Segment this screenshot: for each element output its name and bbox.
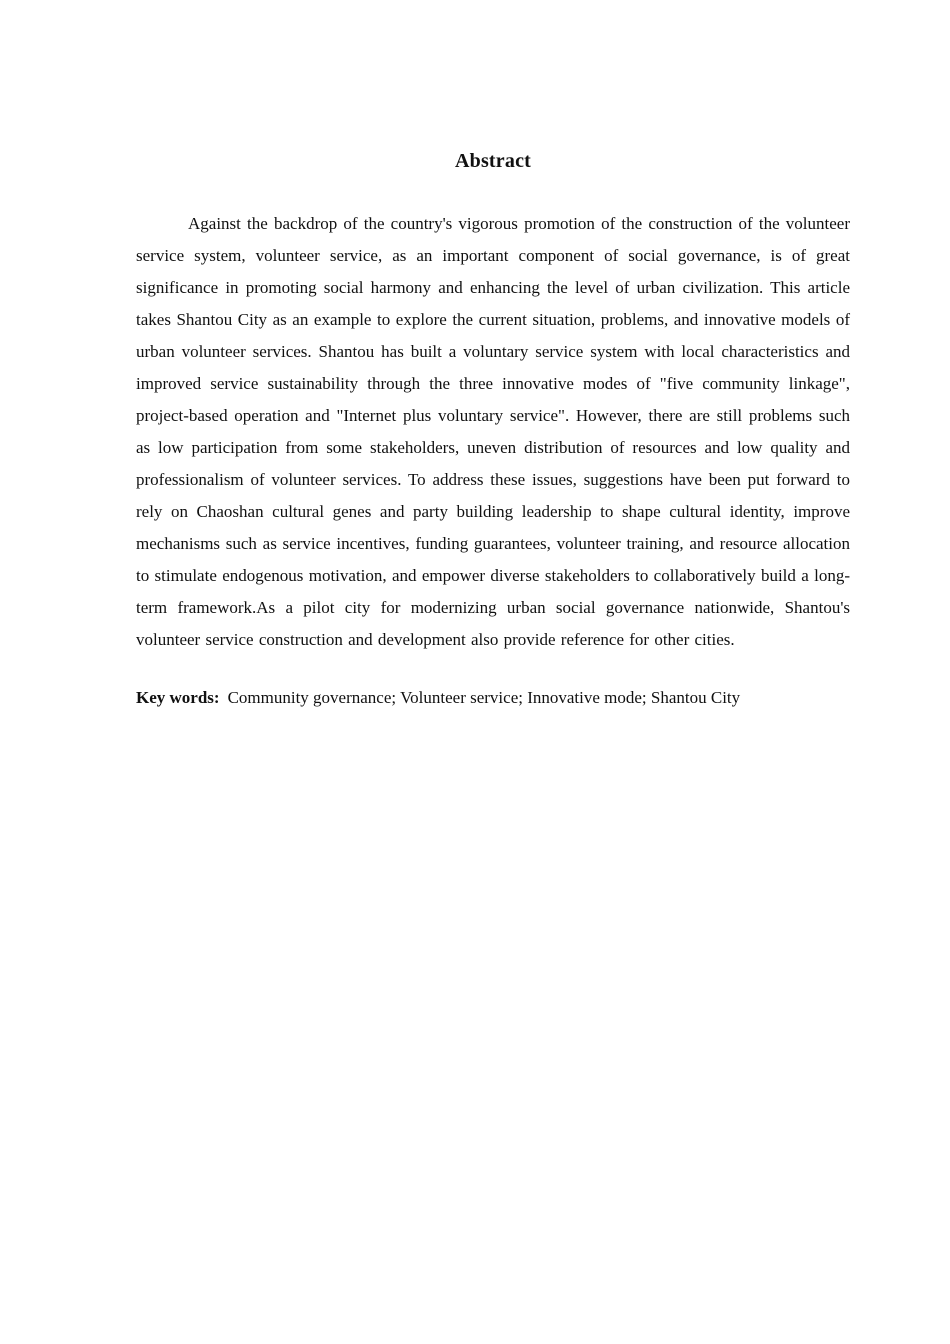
keywords-label: Key words:: [136, 688, 220, 707]
abstract-title: Abstract: [454, 150, 532, 172]
keywords-text: Community governance; Volunteer service; Innovative mode; Shantou City: [227, 688, 741, 707]
keywords-line: [136, 682, 850, 714]
abstract-paragraph: Against the backdrop of the country's vigorous promotion of the construction of the volunteer service system, volunteer service, as an important component of social governance, is of great significance in promoting social harmony and enhancing the level of urban civilization. This article takes Shantou City as an example to explore the current situation, problems, and innovative models of urban volunteer services. Shantou has built a voluntary service system with local characteristics and improved service sustainability through the three innovative modes of "five community linkage", project-based operation and "Internet plus voluntary service". However, there are still problems such as low participation from some stakeholders, uneven distribution of resources and low quality and professionalism of volunteer services. To address these issues, suggestions have been put forward to rely on Chaoshan cultural genes and party building leadership to shape cultural identity, improve mechanisms such as service incentives, funding guarantees, volunteer training, and resource allocation to stimulate endogenous motivation, and empower diverse stakeholders to collaboratively build a long-term framework.As a pilot city for modernizing urban social governance nationwide, Shantou's volunteer service construction and development also provide reference for other cities.: [136, 214, 850, 649]
